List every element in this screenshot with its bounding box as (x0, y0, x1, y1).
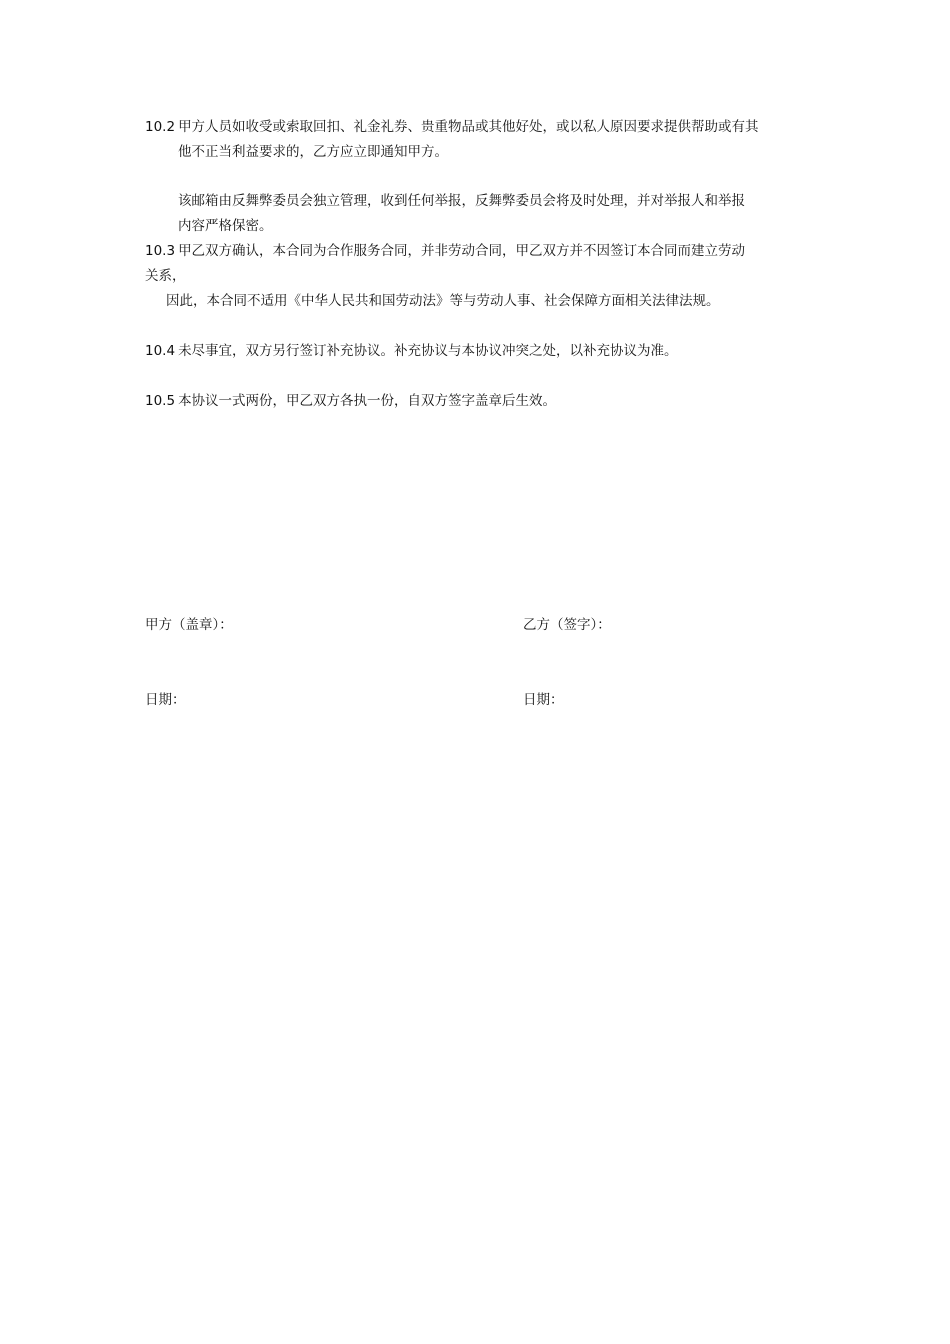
clause-10-2-line-1 (145, 118, 759, 136)
party-a-date-label: 日期： (145, 692, 186, 708)
clause-10-5-line-1 (145, 392, 556, 410)
clause-text: 甲方人员如收受或索取回扣、礼金礼券、贵重物品或其他好处，或以私人原因要求提供帮助或有其 (178, 119, 759, 135)
clause-text: 本协议一式两份，甲乙双方各执一份，自双方签字盖章后生效。 (178, 393, 557, 409)
clause-number: 10.3 (145, 243, 176, 259)
party-b-date-label: 日期： (523, 692, 564, 708)
party-a-seal-label: 甲方（盖章）： (145, 617, 233, 633)
clause-10-2-note-line-1: 该邮箱由反舞弊委员会独立管理，收到任何举报，反舞弊委员会将及时处理，并对举报人和举报 (178, 193, 745, 209)
clause-text: 甲乙双方确认，本合同为合作服务合同，并非劳动合同，甲乙双方并不因签订本合同而建立劳动 (178, 243, 746, 259)
clause-10-3-line-1 (145, 242, 745, 260)
clause-10-2-note-line-2: 内容严格保密。 (178, 218, 273, 234)
clause-number: 10.5 (145, 393, 176, 409)
clause-10-3-line-2: 关系， (145, 268, 186, 284)
party-b-signature-label: 乙方（签字）： (523, 617, 611, 633)
clause-10-3-line-3: 因此，本合同不适用《中华人民共和国劳动法》等与劳动人事、社会保障方面相关法律法规。 (166, 293, 720, 309)
clause-text: 未尽事宜，双方另行签订补充协议。补充协议与本协议冲突之处，以补充协议为准。 (178, 343, 678, 359)
clause-10-2-line-2: 他不正当利益要求的，乙方应立即通知甲方。 (178, 144, 448, 160)
clause-number: 10.2 (145, 119, 176, 135)
clause-number: 10.4 (145, 343, 176, 359)
clause-10-4-line-1 (145, 342, 678, 360)
